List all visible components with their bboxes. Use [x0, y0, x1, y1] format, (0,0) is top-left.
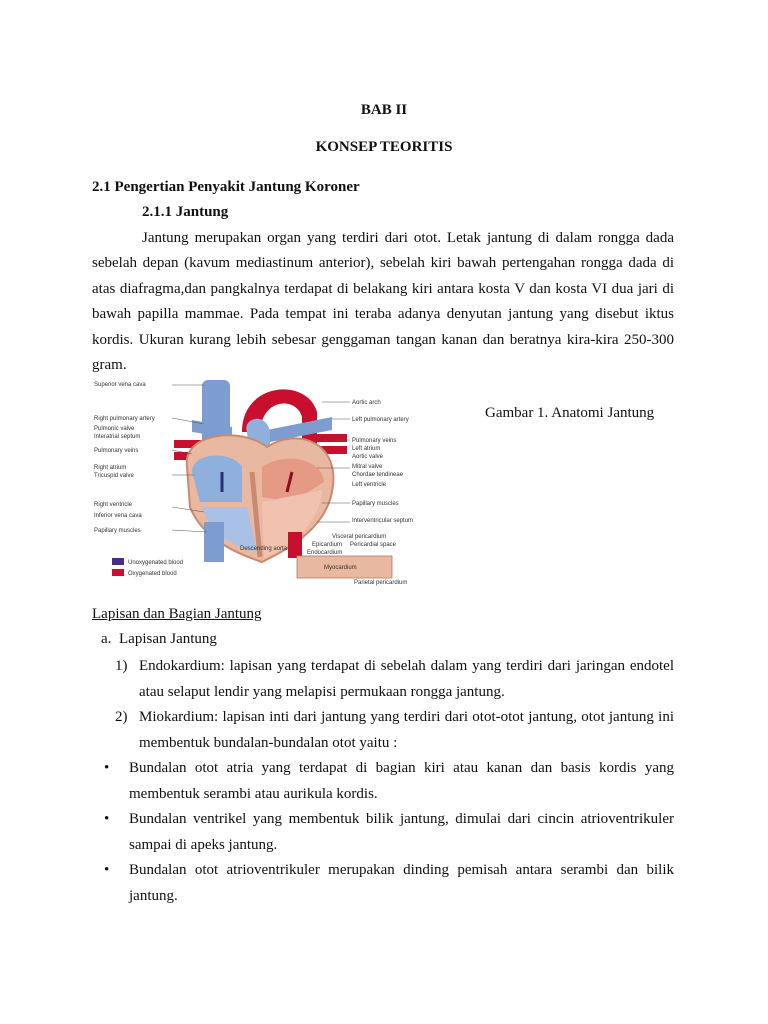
- label-descending-aorta: Descending aorta: [240, 546, 288, 552]
- list-item: [115, 704, 674, 756]
- label-aortic-valve: Aortic valve: [352, 454, 384, 460]
- label-mitral-valve: Mitral valve: [352, 464, 383, 470]
- label-aortic-arch: Aortic arch: [352, 400, 381, 406]
- legend-label-oxygenated: Oxygenated blood: [128, 571, 177, 577]
- label-visceral-pericardium: Visceral pericardium: [332, 534, 387, 540]
- bullet-dot: •: [104, 811, 110, 827]
- label-left-ventricle: Left ventricle: [352, 482, 387, 488]
- legend-swatch-oxygenated: [112, 569, 124, 576]
- bullet-item: [104, 857, 674, 909]
- figure-caption: Gambar 1. Anatomi Jantung: [485, 405, 655, 421]
- chapter-heading: BAB II: [360, 102, 408, 118]
- label-superior-vena-cava: Superior vena cava: [94, 382, 146, 388]
- label-parietal-pericardium: Parietal pericardium: [354, 580, 408, 586]
- list-item: [115, 653, 674, 705]
- label-left-pulmonary-artery: Left pulmonary artery: [352, 417, 409, 423]
- label-pulmonary-veins-right: Pulmonary veins: [352, 438, 397, 444]
- label-papillary-muscles-left: Papillary muscles: [94, 528, 141, 534]
- label-pulmonary-veins-left: Pulmonary veins: [94, 448, 139, 454]
- label-myocardium: Myocardium: [324, 565, 357, 571]
- label-right-ventricle: Right ventricle: [94, 502, 133, 508]
- label-endocardium: Endocardium: [307, 550, 343, 556]
- label-left-atrium: Left atrium: [352, 446, 381, 452]
- subsection-heading: 2.1.1 Jantung: [142, 204, 229, 220]
- label-chordae-tendineae: Chordae tendineae: [352, 472, 404, 478]
- label-tricuspid-valve: Tricuspid valve: [94, 473, 134, 479]
- label-papillary-muscles-right: Papillary muscles: [352, 501, 399, 507]
- legend-label-unoxygenated: Unoxygenated blood: [128, 560, 184, 566]
- label-inferior-vena-cava: Inferior vena cava: [94, 513, 142, 519]
- sub-a-marker: a.: [101, 631, 112, 647]
- bullet-item: [104, 806, 674, 858]
- bullet-text: Bundalan otot atrioventrikuler merupakan dinding pemisah antara serambi dan bilik jantung.: [129, 862, 674, 904]
- list-item-text: Endokardium: lapisan yang terdapat di sebelah dalam yang terdiri dari jaringan endotel atau selaput lendir yang melapisi permukaan rongga jantung.: [139, 658, 674, 700]
- label-right-pulmonary-artery: Right pulmonary artery: [94, 416, 155, 422]
- list-item-number: 1): [115, 658, 128, 674]
- bullet-dot: •: [104, 862, 110, 878]
- label-pericardial-space: Pericardial space: [350, 542, 397, 548]
- bullet-text: Bundalan otot atria yang terdapat di bagian kiri atau kanan dan basis kordis yang membentuk serambi atau aurikula kordis.: [129, 760, 674, 802]
- list-item-text: Miokardium: lapisan inti dari jantung yang terdiri dari otot-otot jantung, otot jantung ini membentuk bundalan-bundalan otot yaitu :: [139, 709, 674, 751]
- chapter-title: KONSEP TEORITIS: [315, 139, 453, 155]
- bullet-text: Bundalan ventrikel yang membentuk bilik jantung, dimulai dari cincin atrioventrikuler sampai di apeks jantung.: [129, 811, 674, 853]
- layers-heading: Lapisan dan Bagian Jantung: [92, 606, 262, 622]
- label-interatrial-septum: Interatrial septum: [94, 434, 141, 440]
- intro-paragraph: Jantung merupakan organ yang terdiri dari otot. Letak jantung di dalam rongga dada sebelah depan (kavum mediastinum anterior), sebelah kiri bawah pertengahan rongga dada di atas diafragma,dan pangkalnya terdapat di belakang kiri antara kosta V dan kosta VI dua jari di bawah papilla mammae. Pada tempat ini teraba adanya denyutan jantung yang disebut iktus kordis. Ukuran kurang lebih sebesar genggaman tangan kanan dan beratnya kira-kira 250-300 gram.: [92, 230, 674, 374]
- heart-illustration: [174, 380, 347, 562]
- label-interventricular-septum: Interventricular septum: [352, 518, 414, 524]
- bullet-item: [104, 755, 674, 807]
- label-epicardium: Epicardium: [312, 542, 343, 548]
- label-pulmonic-valve: Pulmonic valve: [94, 426, 135, 432]
- section-heading: 2.1 Pengertian Penyakit Jantung Koroner: [92, 179, 360, 195]
- bullet-dot: •: [104, 760, 110, 776]
- sub-a-title: Lapisan Jantung: [119, 631, 217, 647]
- heart-anatomy-figure: [92, 372, 414, 594]
- list-item-number: 2): [115, 709, 128, 725]
- legend-swatch-unoxygenated: [112, 558, 124, 565]
- label-right-atrium: Right atrium: [94, 465, 127, 471]
